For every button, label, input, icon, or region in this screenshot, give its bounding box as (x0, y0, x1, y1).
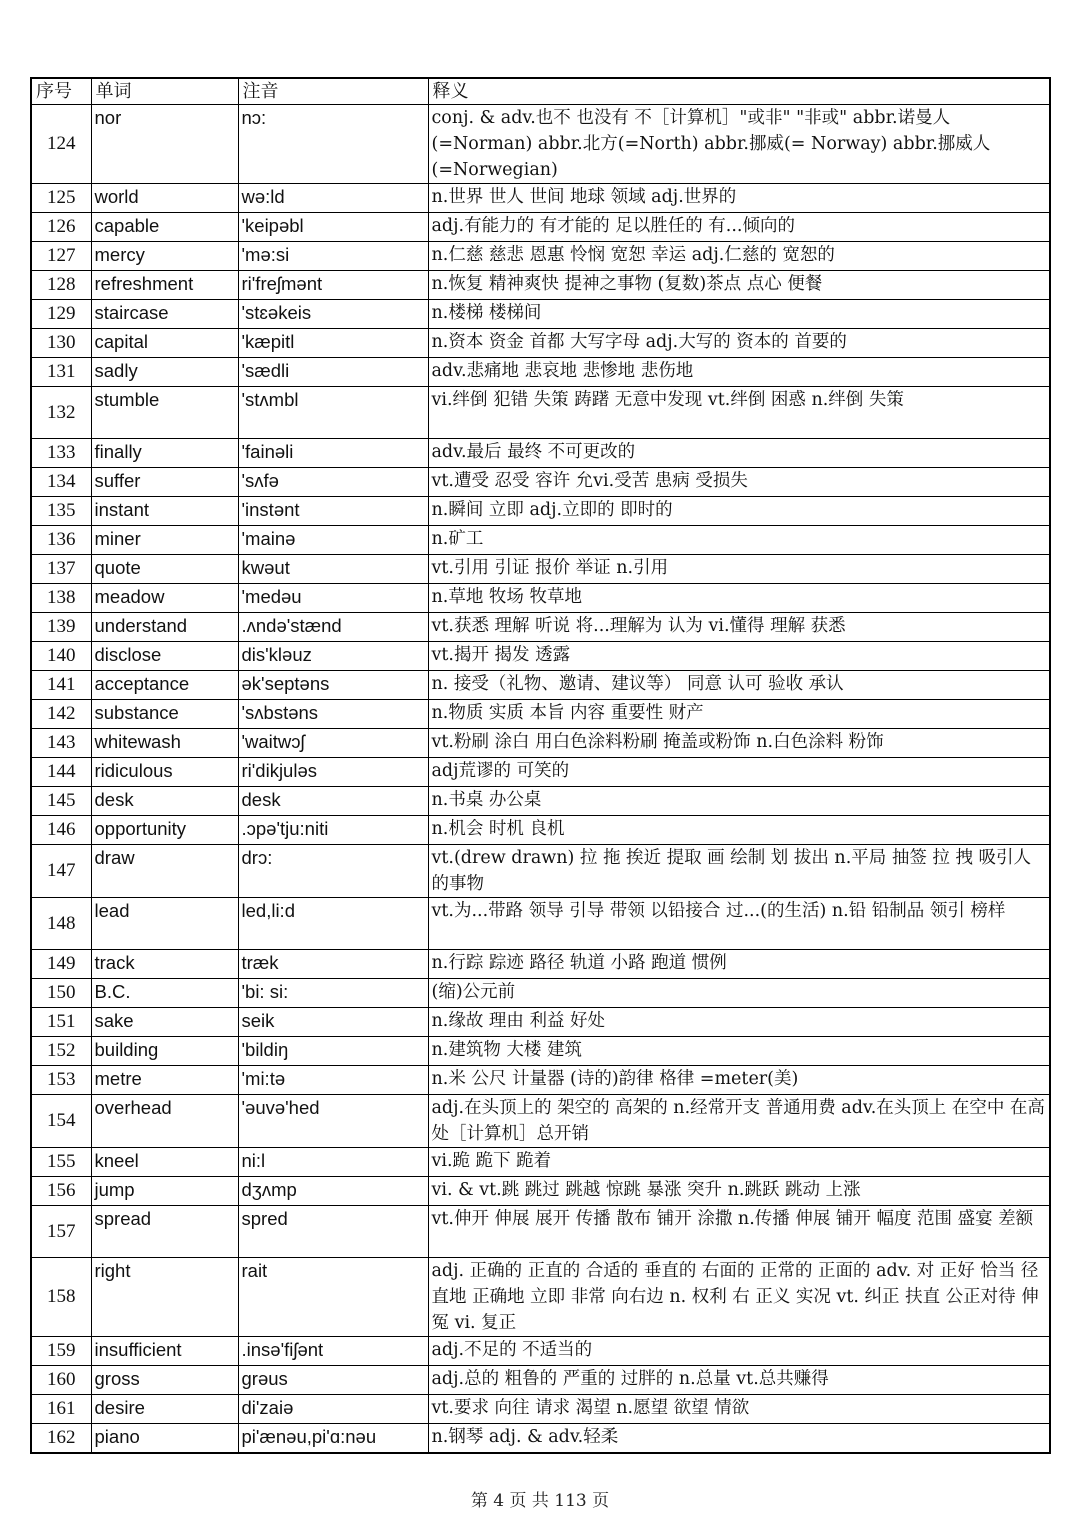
row-definition: n.建筑物 大楼 建筑 (428, 1037, 1050, 1066)
table-row (31, 555, 1050, 584)
row-word: whitewash (91, 729, 238, 758)
row-index: 153 (31, 1066, 91, 1095)
row-word: draw (91, 845, 238, 898)
row-definition: vt.遭受 忍受 容许 允vi.受苦 患病 受损失 (428, 468, 1050, 497)
row-phonetic: 'waitwɔʃ (238, 729, 428, 758)
table-row (31, 300, 1050, 329)
row-definition: n.米 公尺 计量器 (诗的)韵律 格律 =meter(美) (428, 1066, 1050, 1095)
table-row (31, 1177, 1050, 1206)
table-row (31, 758, 1050, 787)
row-definition: n.资本 资金 首都 大写字母 adj.大写的 资本的 首要的 (428, 329, 1050, 358)
table-row (31, 1337, 1050, 1366)
row-phonetic: dis'kləuz (238, 642, 428, 671)
row-word: staircase (91, 300, 238, 329)
row-index: 141 (31, 671, 91, 700)
row-word: instant (91, 497, 238, 526)
row-index: 161 (31, 1395, 91, 1424)
table-row (31, 1366, 1050, 1395)
row-index: 157 (31, 1206, 91, 1258)
row-word: gross (91, 1366, 238, 1395)
row-definition: vt.获悉 理解 听说 将...理解为 认为 vi.懂得 理解 获悉 (428, 613, 1050, 642)
row-word: piano (91, 1424, 238, 1454)
row-definition: vt.伸开 伸展 展开 传播 散布 铺开 涂撒 n.传播 伸展 铺开 幅度 范围 盛宴 差额 (428, 1206, 1050, 1258)
row-index: 159 (31, 1337, 91, 1366)
row-index: 135 (31, 497, 91, 526)
row-index: 136 (31, 526, 91, 555)
row-index: 132 (31, 387, 91, 439)
row-index: 143 (31, 729, 91, 758)
row-word: meadow (91, 584, 238, 613)
row-word: suffer (91, 468, 238, 497)
table-row (31, 845, 1050, 898)
row-definition: vi.绊倒 犯错 失策 踌躇 无意中发现 vt.绊倒 困惑 n.绊倒 失策 (428, 387, 1050, 439)
row-word: capable (91, 213, 238, 242)
row-index: 137 (31, 555, 91, 584)
row-definition: adj.有能力的 有才能的 足以胜任的 有...倾向的 (428, 213, 1050, 242)
table-row (31, 387, 1050, 439)
row-word: ridiculous (91, 758, 238, 787)
row-index: 158 (31, 1258, 91, 1337)
table-row (31, 1395, 1050, 1424)
row-definition: (缩)公元前 (428, 979, 1050, 1008)
row-definition: vt.要求 向往 请求 渴望 n.愿望 欲望 情欲 (428, 1395, 1050, 1424)
table-row (31, 898, 1050, 950)
row-index: 142 (31, 700, 91, 729)
row-word: desk (91, 787, 238, 816)
row-definition: adj. 正确的 正直的 合适的 垂直的 右面的 正常的 正面的 adv. 对 正好 恰当 径直地 正确地 立即 非常 向右边 n. 权利 右 正义 实况 vt. 纠正 扶直 公正对待 伸冤 vi. 复正 (428, 1258, 1050, 1337)
row-index: 124 (31, 105, 91, 184)
row-phonetic: .ʌndə'stænd (238, 613, 428, 642)
table-row (31, 613, 1050, 642)
row-word: quote (91, 555, 238, 584)
table-row (31, 700, 1050, 729)
header-word: 单词 (91, 78, 238, 105)
row-word: finally (91, 439, 238, 468)
header-definition: 释义 (428, 78, 1050, 105)
row-definition: n.瞬间 立即 adj.立即的 即时的 (428, 497, 1050, 526)
row-word: refreshment (91, 271, 238, 300)
table-row (31, 468, 1050, 497)
row-index: 133 (31, 439, 91, 468)
row-phonetic: .insə'fiʃənt (238, 1337, 428, 1366)
row-definition: n.草地 牧场 牧草地 (428, 584, 1050, 613)
row-index: 147 (31, 845, 91, 898)
row-index: 127 (31, 242, 91, 271)
table-header-row (31, 78, 1050, 105)
row-definition: n.世界 世人 世间 地球 领域 adj.世界的 (428, 184, 1050, 213)
table-row (31, 787, 1050, 816)
row-word: jump (91, 1177, 238, 1206)
row-index: 146 (31, 816, 91, 845)
row-definition: n.行踪 踪迹 路径 轨道 小路 跑道 惯例 (428, 950, 1050, 979)
row-definition: conj. & adv.也不 也没有 不［计算机］"或非" "非或" abbr.诺曼人(=Norman) abbr.北方(=North) abbr.挪威(= Norway) abbr.挪威人(=Norwegian) (428, 105, 1050, 184)
row-definition: n. 接受（礼物、邀请、建议等） 同意 认可 验收 承认 (428, 671, 1050, 700)
row-word: lead (91, 898, 238, 950)
table-row (31, 979, 1050, 1008)
row-definition: adj荒谬的 可笑的 (428, 758, 1050, 787)
row-index: 130 (31, 329, 91, 358)
row-index: 150 (31, 979, 91, 1008)
row-word: metre (91, 1066, 238, 1095)
row-phonetic: 'stɛəkeis (238, 300, 428, 329)
row-phonetic: 'stʌmbl (238, 387, 428, 439)
row-definition: vt.为...带路 领导 引导 带领 以铅接合 过...(的生活) n.铅 铅制品 领引 榜样 (428, 898, 1050, 950)
table-row (31, 1424, 1050, 1454)
row-word: stumble (91, 387, 238, 439)
row-word: disclose (91, 642, 238, 671)
row-index: 131 (31, 358, 91, 387)
row-phonetic: 'mə:si (238, 242, 428, 271)
table-row (31, 358, 1050, 387)
row-index: 126 (31, 213, 91, 242)
header-index: 序号 (31, 78, 91, 105)
row-index: 145 (31, 787, 91, 816)
row-phonetic: drɔ: (238, 845, 428, 898)
table-row (31, 1148, 1050, 1177)
row-definition: n.恢复 精神爽快 提神之事物 (复数)茶点 点心 便餐 (428, 271, 1050, 300)
row-phonetic: ri'dikjuləs (238, 758, 428, 787)
table-row (31, 1008, 1050, 1037)
row-index: 162 (31, 1424, 91, 1454)
row-word: sake (91, 1008, 238, 1037)
row-phonetic: nɔ: (238, 105, 428, 184)
row-phonetic: di'zaiə (238, 1395, 428, 1424)
row-word: overhead (91, 1095, 238, 1148)
row-word: substance (91, 700, 238, 729)
row-definition: adj.在头顶上的 架空的 高架的 n.经常开支 普通用费 adv.在头顶上 在空中 在高处［计算机］总开销 (428, 1095, 1050, 1148)
table-row (31, 1258, 1050, 1337)
row-phonetic: wə:ld (238, 184, 428, 213)
table-row (31, 1095, 1050, 1148)
row-phonetic: 'bildiŋ (238, 1037, 428, 1066)
row-phonetic: .ɔpə'tju:niti (238, 816, 428, 845)
table-row (31, 584, 1050, 613)
row-index: 139 (31, 613, 91, 642)
row-index: 138 (31, 584, 91, 613)
row-phonetic: 'instənt (238, 497, 428, 526)
row-definition: n.楼梯 楼梯间 (428, 300, 1050, 329)
row-index: 129 (31, 300, 91, 329)
row-phonetic: 'sʌbstəns (238, 700, 428, 729)
row-index: 151 (31, 1008, 91, 1037)
row-phonetic: led,li:d (238, 898, 428, 950)
row-definition: n.钢琴 adj. & adv.轻柔 (428, 1424, 1050, 1454)
row-definition: vt.(drew drawn) 拉 拖 挨近 提取 画 绘制 划 拔出 n.平局 抽签 拉 拽 吸引人的事物 (428, 845, 1050, 898)
row-phonetic: 'medəu (238, 584, 428, 613)
row-word: building (91, 1037, 238, 1066)
row-word: capital (91, 329, 238, 358)
row-word: spread (91, 1206, 238, 1258)
row-word: track (91, 950, 238, 979)
row-phonetic: ni:l (238, 1148, 428, 1177)
row-definition: n.书桌 办公桌 (428, 787, 1050, 816)
row-definition: n.缘故 理由 利益 好处 (428, 1008, 1050, 1037)
table-row (31, 497, 1050, 526)
row-index: 140 (31, 642, 91, 671)
table-row (31, 526, 1050, 555)
row-phonetic: 'mainə (238, 526, 428, 555)
row-word: mercy (91, 242, 238, 271)
table-row (31, 213, 1050, 242)
row-phonetic: kwəut (238, 555, 428, 584)
table-row (31, 950, 1050, 979)
row-index: 156 (31, 1177, 91, 1206)
header-phonetic: 注音 (238, 78, 428, 105)
table-row (31, 729, 1050, 758)
row-definition: vt.引用 引证 报价 举证 n.引用 (428, 555, 1050, 584)
table-row (31, 271, 1050, 300)
row-index: 134 (31, 468, 91, 497)
row-phonetic: 'fainəli (238, 439, 428, 468)
row-index: 160 (31, 1366, 91, 1395)
row-word: world (91, 184, 238, 213)
table-row (31, 1066, 1050, 1095)
row-word: opportunity (91, 816, 238, 845)
row-phonetic: spred (238, 1206, 428, 1258)
row-word: acceptance (91, 671, 238, 700)
row-index: 128 (31, 271, 91, 300)
row-phonetic: træk (238, 950, 428, 979)
row-index: 152 (31, 1037, 91, 1066)
row-definition: vt.揭开 揭发 透露 (428, 642, 1050, 671)
row-phonetic: 'sædli (238, 358, 428, 387)
row-phonetic: grəus (238, 1366, 428, 1395)
row-definition: vi. & vt.跳 跳过 跳越 惊跳 暴涨 突升 n.跳跃 跳动 上涨 (428, 1177, 1050, 1206)
vocabulary-table (30, 77, 1051, 1454)
table-row (31, 105, 1050, 184)
row-word: insufficient (91, 1337, 238, 1366)
row-definition: n.仁慈 慈悲 恩惠 怜悯 宽恕 幸运 adj.仁慈的 宽恕的 (428, 242, 1050, 271)
row-index: 148 (31, 898, 91, 950)
row-definition: vi.跪 跪下 跪着 (428, 1148, 1050, 1177)
row-definition: adj.不足的 不适当的 (428, 1337, 1050, 1366)
row-phonetic: 'mi:tə (238, 1066, 428, 1095)
row-index: 155 (31, 1148, 91, 1177)
row-phonetic: 'kæpitl (238, 329, 428, 358)
row-phonetic: seik (238, 1008, 428, 1037)
table-row (31, 671, 1050, 700)
row-phonetic: 'keipəbl (238, 213, 428, 242)
row-index: 144 (31, 758, 91, 787)
row-phonetic: ək'septəns (238, 671, 428, 700)
row-word: right (91, 1258, 238, 1337)
page-footer: 第 4 页 共 113 页 (470, 1491, 610, 1511)
row-word: desire (91, 1395, 238, 1424)
row-phonetic: 'sʌfə (238, 468, 428, 497)
row-definition: adv.最后 最终 不可更改的 (428, 439, 1050, 468)
row-definition: vt.粉刷 涂白 用白色涂料粉刷 掩盖或粉饰 n.白色涂料 粉饰 (428, 729, 1050, 758)
row-word: miner (91, 526, 238, 555)
row-word: B.C. (91, 979, 238, 1008)
table-body (31, 105, 1050, 1454)
row-phonetic: pi'ænəu,pi'ɑ:nəu (238, 1424, 428, 1454)
table-row (31, 242, 1050, 271)
row-definition: n.物质 实质 本旨 内容 重要性 财产 (428, 700, 1050, 729)
row-word: sadly (91, 358, 238, 387)
row-phonetic: ri'freʃmənt (238, 271, 428, 300)
table-row (31, 184, 1050, 213)
row-index: 154 (31, 1095, 91, 1148)
row-definition: n.机会 时机 良机 (428, 816, 1050, 845)
row-word: nor (91, 105, 238, 184)
table-row (31, 1037, 1050, 1066)
row-phonetic: desk (238, 787, 428, 816)
table-row (31, 439, 1050, 468)
row-definition: adj.总的 粗鲁的 严重的 过胖的 n.总量 vt.总共赚得 (428, 1366, 1050, 1395)
table-row (31, 816, 1050, 845)
row-definition: n.矿工 (428, 526, 1050, 555)
row-index: 125 (31, 184, 91, 213)
row-word: kneel (91, 1148, 238, 1177)
table-row (31, 1206, 1050, 1258)
table-row (31, 642, 1050, 671)
row-phonetic: 'bi: si: (238, 979, 428, 1008)
row-phonetic: 'əuvə'hed (238, 1095, 428, 1148)
table-row (31, 329, 1050, 358)
row-word: understand (91, 613, 238, 642)
row-index: 149 (31, 950, 91, 979)
row-definition: adv.悲痛地 悲哀地 悲惨地 悲伤地 (428, 358, 1050, 387)
row-phonetic: dʒʌmp (238, 1177, 428, 1206)
row-phonetic: rait (238, 1258, 428, 1337)
